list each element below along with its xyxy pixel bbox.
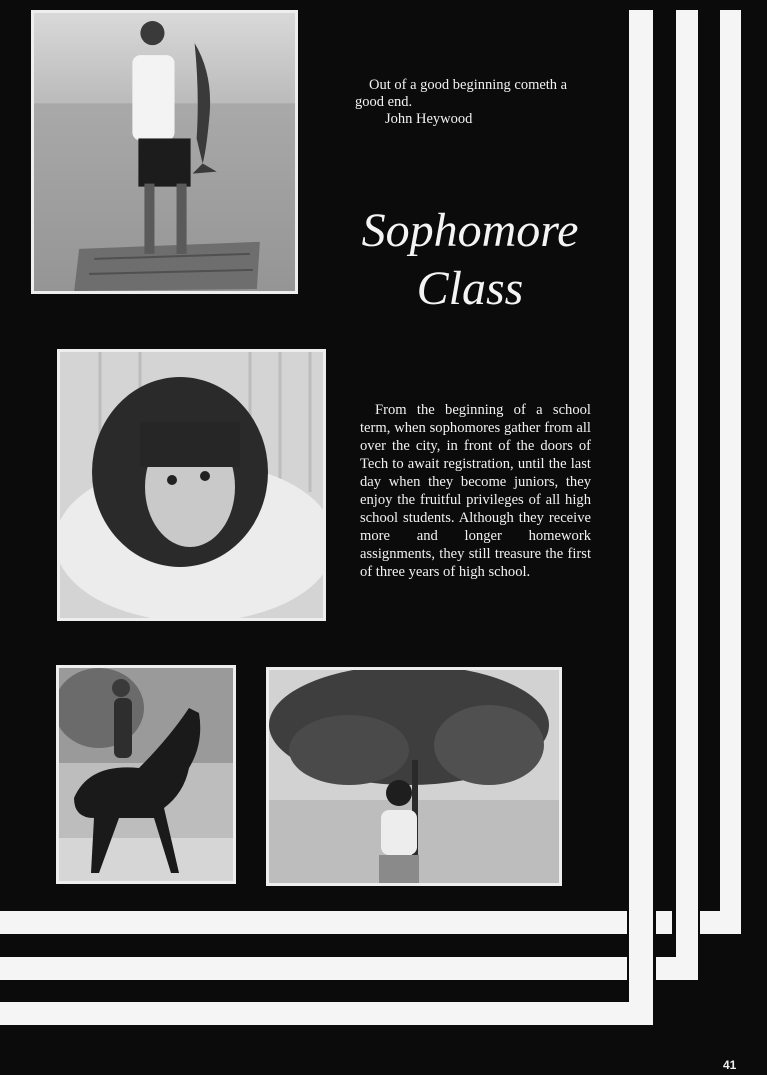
quote-author: John Heywood bbox=[385, 111, 473, 127]
page-number: 41 bbox=[723, 1058, 737, 1072]
horizontal-stripe-1-end bbox=[700, 911, 741, 934]
title-line-1: Sophomore bbox=[361, 204, 579, 257]
horizontal-stripe-2 bbox=[0, 957, 627, 980]
body-paragraph: From the beginning of a school term, when sophomores gather from all over the city, in front of the doors of Tech to await registration, until the last day when they become juniors, they enjoy the fruitful privileges of all high school students. Although they receive more and longer homework assignments, they still treasure the first of three years of high school. bbox=[360, 402, 591, 580]
horizontal-stripe-1-stub bbox=[656, 911, 672, 934]
vertical-stripe-2 bbox=[676, 10, 698, 980]
photo-horse-rider bbox=[56, 665, 236, 884]
page-title bbox=[340, 202, 600, 318]
quote-line-1: Out of a good beginning cometh a bbox=[369, 77, 568, 93]
photo-girl-portrait bbox=[57, 349, 326, 621]
photo-girl-under-tree bbox=[266, 667, 562, 886]
vertical-stripe-3 bbox=[720, 10, 741, 934]
title-line-2: Class bbox=[416, 262, 524, 315]
horizontal-stripe-3 bbox=[0, 1002, 653, 1025]
quote-line-2: good end. bbox=[355, 94, 413, 110]
opening-quote bbox=[355, 77, 595, 128]
photo-boy-with-shark bbox=[31, 10, 298, 294]
horizontal-stripe-2-end bbox=[656, 957, 698, 980]
horizontal-stripe-1 bbox=[0, 911, 627, 934]
vertical-stripe-1 bbox=[629, 10, 653, 1025]
